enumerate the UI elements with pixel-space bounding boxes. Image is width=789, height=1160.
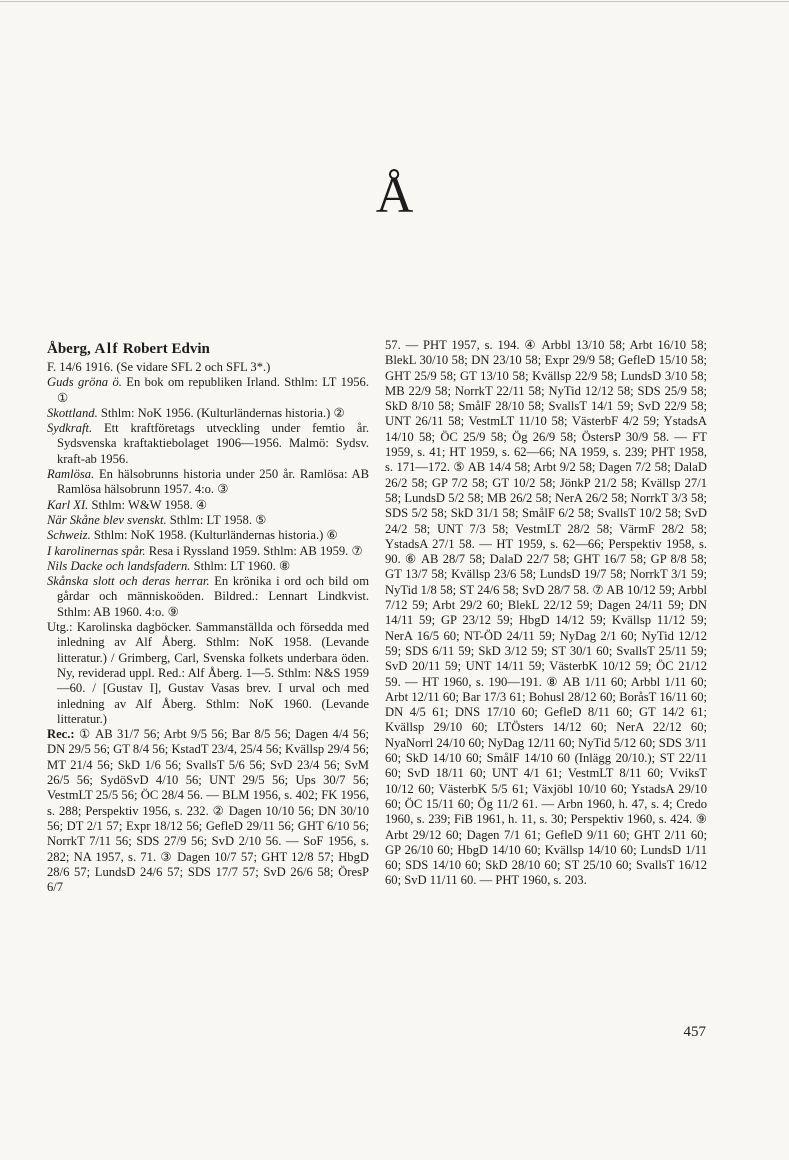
work-title: Skånska slott och deras herrar.	[47, 574, 210, 589]
heading-given-name: Alf	[94, 341, 119, 357]
left-column	[47, 338, 369, 895]
section-letter: Å	[375, 167, 414, 224]
work-title: Schweiz.	[47, 528, 91, 543]
work-title: Guds gröna ö.	[47, 375, 122, 390]
work-entry	[47, 559, 369, 574]
work-title: Skottland.	[47, 405, 98, 420]
work-details: Sthlm: NoK 1958. (Kulturländernas historia.) ⑥	[93, 528, 338, 543]
heading-middle-names: Robert Edvin	[122, 341, 210, 357]
reviews-block	[47, 727, 369, 895]
work-title: Sydkraft.	[47, 421, 93, 436]
heading-surname: Åberg,	[47, 341, 91, 357]
reviews-continued: 57. — PHT 1957, s. 194. ④ Arbbl 13/10 58; Arbt 16/10 58; BlekL 30/10 58; DN 23/10 58; Expr 29/9 58; GefleD 15/10 58; GHT 25/9 58; GT 13/10 58; Kvällsp 22/9 58; LundsD 3/10 58; MB 22/9 58; NorrkT 22/11 58; NyTid 12/12 58; SDS 25/9 58; SkD 8/10 58; SmålF 28/10 58; SvallsT 14/1 59; SvD 22/9 58; UNT 26/11 58; VestmLT 11/10 58; VästerbF 4/2 59; YstadsA 14/10 58; ÖC 25/9 58; Ög 26/9 58; ÖstersP 30/9 58. — FT 1959, s. 41; HT 1959, s. 62—66; NA 1959, s. 239; PHT 1958, s. 171—172. ⑤ AB 14/4 58; Arbt 9/2 58; Dagen 7/2 58; DalaD 26/2 58; GP 7/2 58; GT 10/2 58; JönkP 21/2 58; Kvällsp 27/1 58; LundsD 5/2 58; MB 26/2 58; NerA 26/2 58; NorrkT 3/3 58; SDS 5/2 58; SkD 31/1 58; SmålF 6/2 58; SvallsT 10/2 58; SvD 24/2 58; UNT 7/3 58; VestmLT 28/2 58; VärmF 28/2 58; YstadsA 27/1 58. — HT 1959, s. 62—66; Perspektiv 1958, s. 90. ⑥ AB 28/7 58; DalaD 22/7 58; GHT 16/7 58; GP 8/8 58; GT 13/7 58; Kvällsp 23/6 58; LundsD 19/7 58; NorrkT 3/1 59; NyTid 1/8 58; ST 24/6 58; SvD 28/7 58. ⑦ AB 10/12 59; Arbbl 7/12 59; Arbt 29/2 60; BlekL 22/12 59; Dagen 24/11 59; DN 14/11 59; GP 23/12 59; HbgD 14/12 59; Kvällsp 11/12 59; NerA 16/5 60; NT-ÖD 24/11 59; NyDag 2/1 60; NyTid 12/12 59; SDS 6/11 59; SkD 3/12 59; ST 30/1 60; SvallsT 25/11 59; SvD 20/11 59; UNT 14/11 59; VästerbK 10/12 59; ÖC 21/12 59. — HT 1960, s. 190—191. ⑧ AB 1/11 60; Arbbl 1/11 60; Arbt 12/11 60; Bar 17/3 61; Bohusl 28/12 60; BoråsT 16/11 60; DN 4/5 61; DNS 17/10 60; GefleD 8/11 60; GT 14/2 61; Kvällsp 29/10 60; LTÖsters 14/12 60; NerA 22/12 60; NyaNorrl 24/10 60; NyDag 12/11 60; NyTid 5/12 60; SDS 3/11 60; SkD 14/10 60; SmålF 14/10 60 (Inlägg 20/10.); ST 22/11 60; SvD 18/11 60; UNT 4/1 61; VestmLT 8/11 60; VviksT 10/12 60; VästerbK 5/5 61; Växjöbl 10/10 60; YstadsA 29/10 60; ÖC 15/11 60; Ög 11/2 61. — Arbn 1960, h. 47, s. 4; Credo 1960, s. 239; FiB 1961, h. 11, s. 30; Perspektiv 1960, s. 424. ⑨ Arbt 29/12 60; Dagen 7/1 61; GefleD 9/11 60; GHT 2/11 60; GP 26/10 60; HbgD 14/10 60; Kvällsp 14/10 60; LundsD 1/11 60; SDS 14/10 60; SkD 28/10 60; ST 25/10 60; SvallsT 16/12 60; SvD 11/11 60. — PHT 1960, s. 203.	[385, 338, 707, 888]
work-title: Karl XI.	[47, 497, 89, 512]
work-entry	[47, 513, 369, 528]
work-details: En bok om republiken Irland. Sthlm: LT 1956. ①	[57, 375, 369, 405]
work-details: Sthlm: LT 1960. ⑧	[193, 558, 291, 573]
work-details: Resa i Ryssland 1959. Sthlm: AB 1959. ⑦	[148, 543, 363, 558]
work-title: I karolinernas spår.	[47, 543, 146, 558]
work-entry	[47, 498, 369, 513]
work-entry	[47, 406, 369, 421]
work-details: Sthlm: W&W 1958. ④	[91, 497, 208, 512]
edited-works: Utg.: Karolinska dagböcker. Sammanställda och försedda med inledning av Alf Åberg. Sthlm: NoK 1958. (Levande litteratur.) / Grimberg, Carl, Svenska folkets underbara öden. Ny, reviderad uppl. Red.: Alf Åberg. 1—5. Sthlm: N&S 1959—60. / [Gustav I], Gustav Vasas brev. I urval och med inledning av Alf Åberg. Sthlm: NoK 1960. (Levande litteratur.)	[47, 620, 369, 726]
author-heading	[47, 338, 369, 360]
work-details: En krönika i ord och bild om gårdar och människoöden. Bildred.: Lennart Lindkvist. Sthlm: AB 1960. 4:o. ⑨	[57, 574, 369, 619]
work-entry	[47, 375, 369, 406]
work-entry	[47, 544, 369, 559]
work-title: Nils Dacke och landsfadern.	[47, 558, 191, 573]
top-rule	[0, 1, 789, 2]
reviews-label: Rec.:	[47, 727, 75, 742]
work-details: En hälsobrunns historia under 250 år. Ramlösa: AB Ramlösa hälsobrunn 1957. 4:o. ③	[57, 467, 369, 497]
work-title: När Skåne blev svenskt.	[47, 512, 167, 527]
work-title: Ramlösa.	[47, 467, 95, 482]
work-details: Sthlm: LT 1958. ⑤	[169, 512, 267, 527]
work-entry	[47, 528, 369, 543]
right-column	[385, 338, 707, 889]
work-entry	[47, 421, 369, 467]
work-entry	[47, 467, 369, 498]
birth-line: F. 14/6 1916. (Se vidare SFL 2 och SFL 3*.)	[47, 360, 271, 374]
page-number: 457	[683, 1024, 706, 1040]
work-details: Ett kraftföretags utveckling under femtio år. Sydsvenska kraftaktiebolaget 1906—1956. Malmö: Sydsv. kraft-ab 1956.	[57, 421, 369, 466]
work-entry	[47, 574, 369, 620]
reviews-text: ① AB 31/7 56; Arbt 9/5 56; Bar 8/5 56; Dagen 4/4 56; DN 29/5 56; GT 8/4 56; KstadT 23/4, 25/4 56; Kvällsp 29/4 56; MT 21/4 56; SkD 1/6 56; SvallsT 5/6 56; SvD 23/4 56; SvM 26/5 56; SydöSvD 4/10 56; UNT 29/5 56; Ups 30/7 56; VestmLT 25/5 56; ÖC 28/4 56. — BLM 1956, s. 402; FK 1956, s. 288; Perspektiv 1956, s. 232. ② Dagen 10/10 56; DN 30/10 56; DT 2/1 57; Expr 18/12 56; GefleD 29/11 56; GHT 6/10 56; NorrkT 7/11 56; SDS 27/9 56; SvD 2/10 56. — SoF 1956, s. 282; NA 1957, s. 71. ③ Dagen 10/7 57; GHT 12/8 57; HbgD 28/6 57; LundsD 24/6 57; SDS 17/7 57; SvD 26/6 58; ÖresP 6/7	[47, 727, 369, 895]
work-details: Sthlm: NoK 1956. (Kulturländernas historia.) ②	[100, 405, 345, 420]
